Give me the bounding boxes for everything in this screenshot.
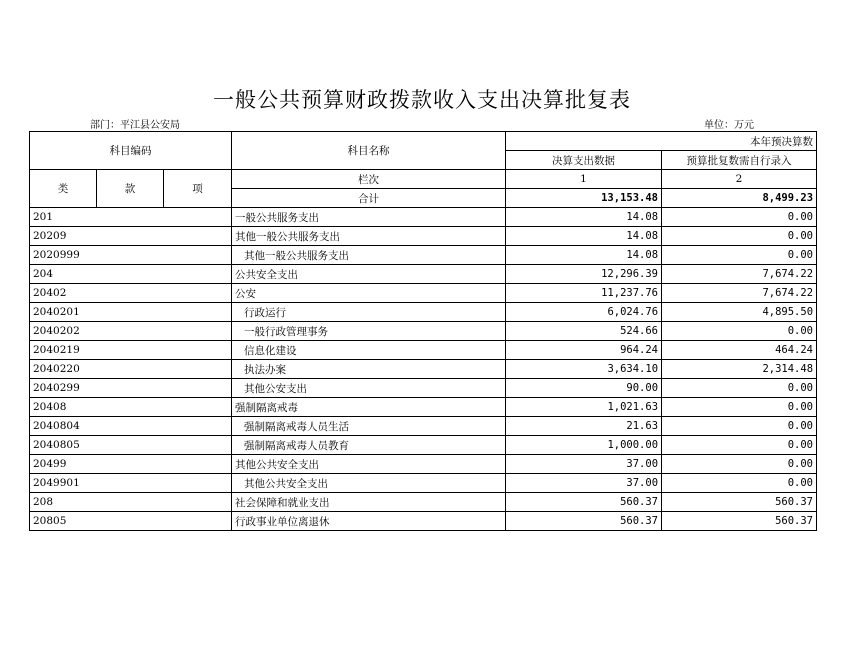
- row-code: 2040201: [30, 303, 232, 322]
- table-row: [30, 493, 817, 512]
- row-code: 2020999: [30, 246, 232, 265]
- budget-table: [29, 131, 817, 531]
- column-label: 栏次: [232, 170, 506, 189]
- row-name: 强制隔离戒毒: [232, 398, 506, 417]
- table-body: [30, 208, 817, 531]
- row-actual: 11,237.76: [506, 284, 662, 303]
- row-code: 201: [30, 208, 232, 227]
- row-actual: 524.66: [506, 322, 662, 341]
- row-actual: 1,000.00: [506, 436, 662, 455]
- total-label: 合计: [232, 189, 506, 208]
- row-name: 行政事业单位离退休: [232, 512, 506, 531]
- table-row: [30, 341, 817, 360]
- row-code: 2040219: [30, 341, 232, 360]
- table-row: [30, 246, 817, 265]
- row-code: 2049901: [30, 474, 232, 493]
- row-code: 2040805: [30, 436, 232, 455]
- row-name: 其他公安支出: [232, 379, 506, 398]
- row-name: 其他一般公共服务支出: [232, 227, 506, 246]
- row-code: 2040220: [30, 360, 232, 379]
- row-approved: 560.37: [662, 493, 817, 512]
- table-row: [30, 227, 817, 246]
- class-header: 类: [30, 170, 97, 208]
- row-code: 20209: [30, 227, 232, 246]
- row-approved: 0.00: [662, 379, 817, 398]
- row-name: 强制隔离戒毒人员生活: [232, 417, 506, 436]
- row-actual: 37.00: [506, 455, 662, 474]
- section-header: 款: [97, 170, 164, 208]
- row-code: 20408: [30, 398, 232, 417]
- row-approved: 7,674.22: [662, 265, 817, 284]
- row-code: 20402: [30, 284, 232, 303]
- row-approved: 464.24: [662, 341, 817, 360]
- approved-amount-header: 预算批复数需自行录入: [662, 151, 817, 170]
- table-row: [30, 208, 817, 227]
- row-name: 行政运行: [232, 303, 506, 322]
- row-name: 一般公共服务支出: [232, 208, 506, 227]
- row-name: 执法办案: [232, 360, 506, 379]
- row-code: 2040299: [30, 379, 232, 398]
- row-actual: 560.37: [506, 512, 662, 531]
- row-actual: 14.08: [506, 208, 662, 227]
- row-approved: 0.00: [662, 436, 817, 455]
- row-actual: 6,024.76: [506, 303, 662, 322]
- row-name: 其他一般公共服务支出: [232, 246, 506, 265]
- total-actual: 13,153.48: [506, 189, 662, 208]
- row-code: 20499: [30, 455, 232, 474]
- row-actual: 14.08: [506, 246, 662, 265]
- row-approved: 560.37: [662, 512, 817, 531]
- row-name: 公安: [232, 284, 506, 303]
- row-actual: 560.37: [506, 493, 662, 512]
- row-approved: 2,314.48: [662, 360, 817, 379]
- row-name: 社会保障和就业支出: [232, 493, 506, 512]
- row-actual: 37.00: [506, 474, 662, 493]
- row-name: 一般行政管理事务: [232, 322, 506, 341]
- row-approved: 4,895.50: [662, 303, 817, 322]
- current-year-header: 本年预决算数: [506, 132, 817, 151]
- row-actual: 12,296.39: [506, 265, 662, 284]
- row-actual: 964.24: [506, 341, 662, 360]
- department-label: 部门：平江县公安局: [90, 120, 180, 131]
- row-actual: 14.08: [506, 227, 662, 246]
- row-actual: 21.63: [506, 417, 662, 436]
- table-row: [30, 455, 817, 474]
- table-row: [30, 474, 817, 493]
- page-title: 一般公共预算财政拨款收入支出决算批复表: [213, 88, 631, 112]
- row-code: 208: [30, 493, 232, 512]
- table-row: [30, 360, 817, 379]
- actual-expense-header: 决算支出数据: [506, 151, 662, 170]
- row-name: 公共安全支出: [232, 265, 506, 284]
- table-row: [30, 303, 817, 322]
- table-row: [30, 436, 817, 455]
- row-approved: 0.00: [662, 246, 817, 265]
- table-row: [30, 417, 817, 436]
- table-header: [30, 132, 817, 208]
- row-actual: 1,021.63: [506, 398, 662, 417]
- row-code: 20805: [30, 512, 232, 531]
- column-number-2: 2: [662, 170, 817, 189]
- row-approved: 7,674.22: [662, 284, 817, 303]
- row-name: 其他公共安全支出: [232, 455, 506, 474]
- row-code: 2040202: [30, 322, 232, 341]
- row-approved: 0.00: [662, 398, 817, 417]
- table-row: [30, 284, 817, 303]
- row-name: 其他公共安全支出: [232, 474, 506, 493]
- row-name: 信息化建设: [232, 341, 506, 360]
- row-approved: 0.00: [662, 322, 817, 341]
- subject-code-header: 科目编码: [30, 132, 232, 170]
- row-code: 204: [30, 265, 232, 284]
- table-row: [30, 379, 817, 398]
- row-code: 2040804: [30, 417, 232, 436]
- unit-label: 单位：万元: [704, 120, 754, 131]
- table-row: [30, 398, 817, 417]
- row-approved: 0.00: [662, 208, 817, 227]
- item-header: 项: [164, 170, 232, 208]
- table-row: [30, 265, 817, 284]
- table-row: [30, 512, 817, 531]
- row-approved: 0.00: [662, 455, 817, 474]
- row-approved: 0.00: [662, 417, 817, 436]
- row-name: 强制隔离戒毒人员教育: [232, 436, 506, 455]
- row-actual: 90.00: [506, 379, 662, 398]
- column-number-1: 1: [506, 170, 662, 189]
- subject-name-header: 科目名称: [232, 132, 506, 170]
- row-approved: 0.00: [662, 474, 817, 493]
- row-actual: 3,634.10: [506, 360, 662, 379]
- table-row: [30, 322, 817, 341]
- total-approved: 8,499.23: [662, 189, 817, 208]
- row-approved: 0.00: [662, 227, 817, 246]
